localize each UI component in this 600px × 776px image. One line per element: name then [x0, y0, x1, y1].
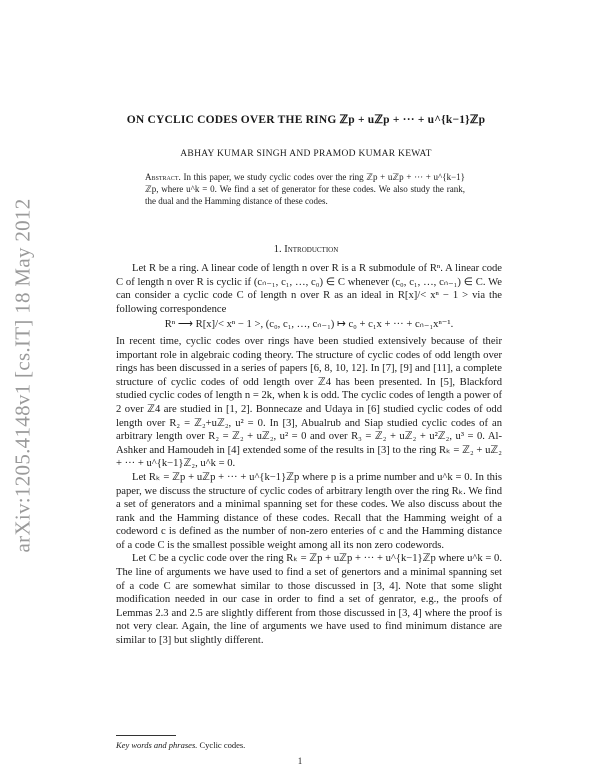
section-heading	[96, 244, 516, 255]
paragraph-4: Let C be a cyclic code over the ring Rₖ = ℤp + uℤp + ··· + u^{k−1}ℤp where u^k = 0. The line of arguments we have used to find a set of genertors and a minimal spanning set of a code C are somewhat similar to those discussed in [3, 4]. Note that some slight modification needed in our case in order to find a set of genrator, e.g., the proofs of Lemmas 2.3 and 2.5 are slightly different from those discussed in [3, 4] where the proof is not very clear. Again, the line of arguments we have used to find minimum distance are similar to [3] but slightly different.	[116, 553, 502, 647]
paragraph-1: Let R be a ring. A linear code of length n over R is a R submodule of Rⁿ. A linear code C of length n over R is cyclic if (cₙ₋₁, c₁, …, c₀) ∈ C whenever (c₀, c₁, …, cₙ₋₁) ∈ C. We can consider a cyclic code C of length n over R as an ideal in R[x]/< xⁿ − 1 > via the following correspondence	[116, 263, 502, 315]
body-text	[116, 262, 502, 648]
footnote-rule	[116, 735, 176, 736]
abstract-label: Abstract.	[145, 172, 181, 182]
paragraph-2: In recent time, cyclic codes over rings have been studied extensively because of their important role in algebraic coding theory. The structure of cyclic codes of odd length over rings has been discussed in a series of papers [6, 8, 10, 12]. In [7], [9] and [11], a complete structure of cyclic codes of odd length over ℤ4 has been presented. In [5], Blackford studied cyclic codes of length n = 2k, when k is odd. The cyclic codes of length a power of 2 over ℤ4 are studied in [1, 2]. Bonnecaze and Udaya in [6] studied cyclic codes of odd length over R₂ = ℤ₂+uℤ₂, u² = 0. In [3], Abualrub and Siap studied cyclic codes of an arbitrary length over R₂ = ℤ₂ + uℤ₂, u² = 0 and over R₃ = ℤ₂ + uℤ₂ + u²ℤ₂, u³ = 0. Al-Ashker and Hamoudeh in [4] extended some of the results in [3] to the ring Rₖ = ℤ₂ + uℤ₂ + ··· + u^{k−1}ℤ₂, u^k = 0.	[116, 335, 502, 470]
page-number: 1	[297, 756, 303, 766]
paper-title: ON CYCLIC CODES OVER THE RING ℤp + uℤp + ··· + u^{k−1}ℤp	[126, 114, 486, 126]
footnote-label: Key words and phrases.	[116, 740, 198, 750]
paragraph-3: Let Rₖ = ℤp + uℤp + ··· + u^{k−1}ℤp where p is a prime number and u^k = 0. In this paper, we discuss the structure of cyclic codes of arbitrary length over the ring Rₖ. We find a set of generators and a minimal spanning set for these codes. We also discuss about the rank and the Hamming distance of these codes. Recall that the Hamming weight of a codeword c is defined as the number of non-zero enteries of c and the Hamming distance of a code C is the smallest possible weight among all its non zero codewords.	[116, 471, 502, 551]
correspondence-equation: Rⁿ ⟶ R[x]/< xⁿ − 1 >, (c₀, c₁, …, cₙ₋₁) ↦ c₀ + c₁x + ··· + cₙ₋₁xⁿ⁻¹.	[164, 319, 454, 331]
footnote-text: Cyclic codes.	[199, 740, 246, 750]
paper-authors: ABHAY KUMAR SINGH AND PRAMOD KUMAR KEWAT	[180, 149, 432, 159]
arxiv-sidebar-stamp	[6, 197, 40, 553]
footnote	[116, 740, 502, 750]
abstract	[145, 171, 465, 207]
section-number: 1.	[273, 244, 282, 255]
abstract-text: In this paper, we study cyclic codes over the ring ℤp + uℤp + ··· + u^{k−1}ℤp, where u^k = 0. We find a set of generator for these codes. We also study the rank, the dual and the Hamming distance of these codes.	[145, 172, 465, 206]
section-title: Introduction	[284, 244, 339, 255]
arxiv-identifier: arXiv:1205.4148v1 [cs.IT] 18 May 2012	[10, 197, 35, 553]
